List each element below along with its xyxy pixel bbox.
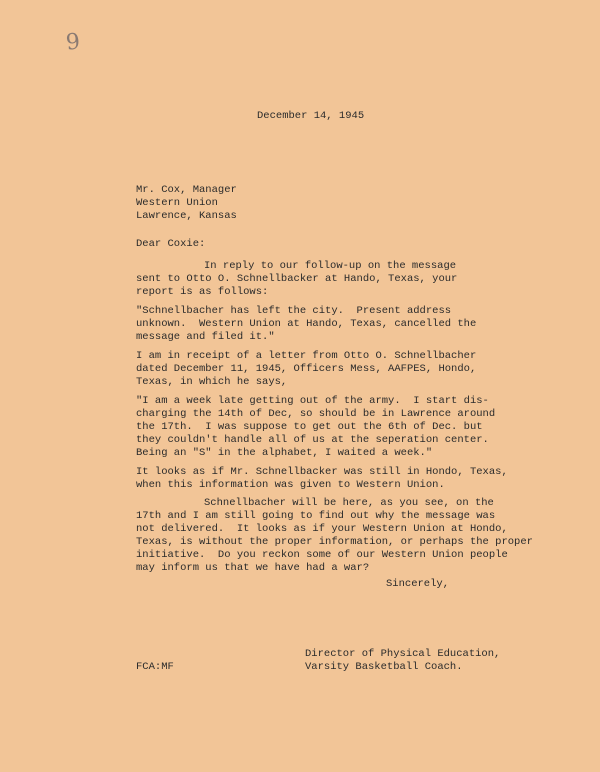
paragraph-line: Schnellbacher will be here, as you see, on the [204, 497, 494, 509]
quote-line: message and filed it." [136, 331, 275, 343]
letter-date: December 14, 1945 [257, 110, 365, 122]
quote-1 [136, 305, 476, 344]
paragraph-line: 17th and I am still going to find out why the message was [136, 510, 496, 522]
paragraph-1 [136, 260, 457, 299]
address-line: Western Union [136, 197, 218, 209]
signature-line: Director of Physical Education, [305, 648, 501, 660]
paragraph-line: In reply to our follow-up on the message [204, 260, 457, 272]
signature-line: Varsity Basketball Coach. [305, 661, 463, 673]
quote-line: the 17th. I was suppose to get out the 6th of Dec. but [136, 421, 483, 433]
paragraph-line: dated December 11, 1945, Officers Mess, AAFPES, Hondo, [136, 363, 477, 375]
quote-line: unknown. Western Union at Hando, Texas, cancelled the [136, 318, 477, 330]
recipient-address [136, 184, 237, 223]
paragraph-line: Texas, is without the proper information, or perhaps the proper [136, 536, 533, 548]
quote-line: "Schnellbacher has left the city. Present address [136, 305, 452, 317]
paragraph-line: It looks as if Mr. Schnellbacker was still in Hondo, Texas, [136, 466, 508, 478]
quote-line: "I am a week late getting out of the army. I start dis- [136, 395, 489, 407]
paragraph-3 [136, 466, 508, 492]
quote-line: charging the 14th of Dec, so should be in Lawrence around [136, 408, 496, 420]
paragraph-line: when this information was given to Western Union. [136, 479, 445, 491]
paragraph-line: not delivered. It looks as if your Western Union at Hondo, [136, 523, 508, 535]
quote-2 [136, 395, 495, 460]
paragraph-line: Texas, in which he says, [136, 376, 288, 388]
paragraph-4 [136, 497, 533, 575]
closing: Sincerely, [386, 578, 450, 590]
paragraph-2 [136, 350, 476, 389]
quote-line: they couldn't handle all of us at the seperation center. [136, 434, 489, 446]
margin-mark: 9 [64, 29, 82, 56]
address-line: Lawrence, Kansas [136, 210, 237, 222]
salutation: Dear Coxie: [136, 238, 206, 250]
paragraph-line: I am in receipt of a letter from Otto O. Schnellbacher [136, 350, 477, 362]
paragraph-line: initiative. Do you reckon some of our Western Union people [136, 549, 508, 561]
signature-block [305, 648, 500, 674]
quote-line: Being an "S" in the alphabet, I waited a week." [136, 447, 433, 459]
paragraph-line: may inform us that we have had a war? [136, 562, 370, 574]
paragraph-line: sent to Otto O. Schnellbacker at Hando, Texas, your [136, 273, 458, 285]
reference-initials: FCA:MF [136, 661, 174, 673]
address-line: Mr. Cox, Manager [136, 184, 237, 196]
paragraph-line: report is as follows: [136, 286, 269, 298]
